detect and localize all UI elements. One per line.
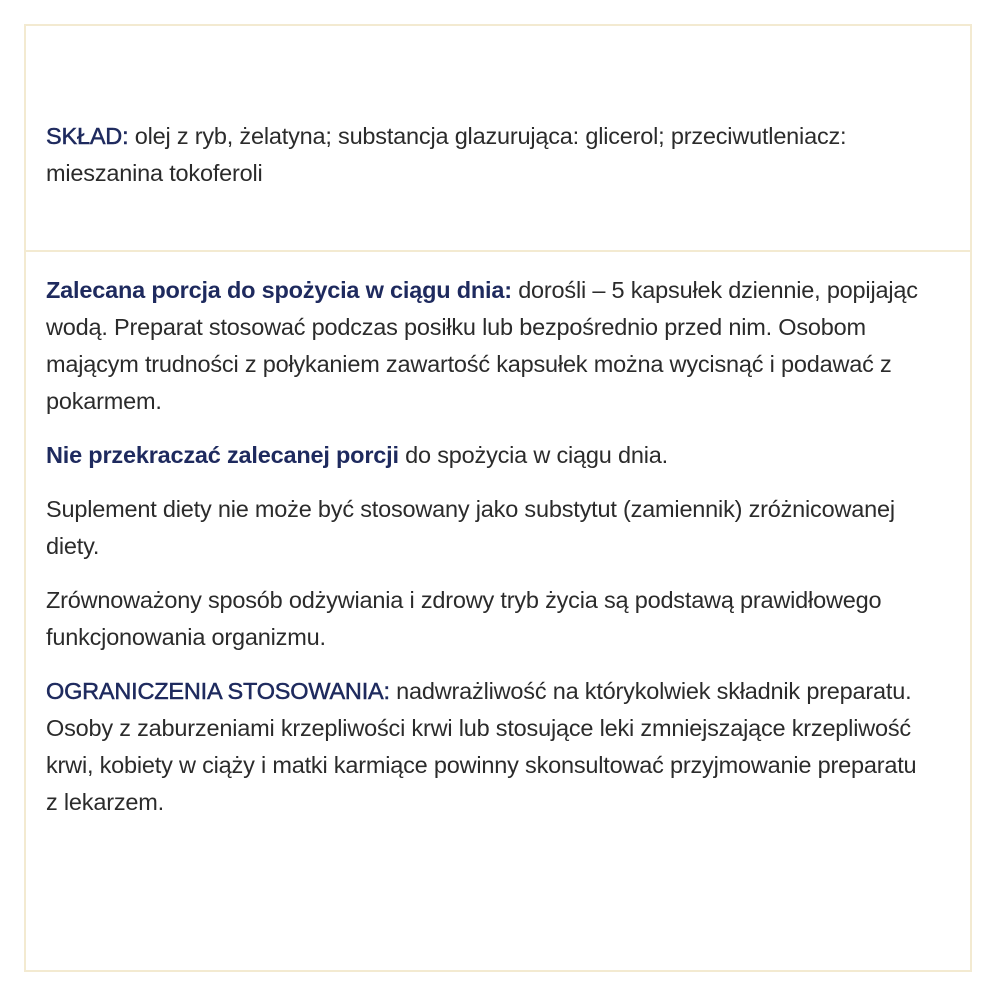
dosage-label: Zalecana porcja do spożycia w ciągu dnia: <box>46 277 512 303</box>
restrictions-text: nadwrażliwość na którykolwiek składnik preparatu. Osoby z zaburzeniami krzepliwości krwi lub stosujące leki zmniejszające krzepliwość krwi, kobiety w ciąży i matki karmiące powinny skonsultować przyjmowanie preparatu z lekarzem. <box>46 678 917 815</box>
ingredients-paragraph <box>46 118 906 192</box>
dosage-text: dorośli – 5 kapsułek dziennie, popijając wodą. Preparat stosować podczas posiłku lub bezpośrednio przed nim. Osobom mającym trudności z połykaniem zawartość kapsułek można wycisnąć i podawać z pokarmem. <box>46 277 918 414</box>
balanced-diet-paragraph: Zrównoważony sposób odżywiania i zdrowy tryb życia są podstawą prawidłowego funkcjonowania organizmu. <box>46 587 882 650</box>
no-exceed-paragraph <box>46 437 926 474</box>
restrictions-paragraph <box>46 673 926 821</box>
supplement-paragraph: Suplement diety nie może być stosowany jako substytut (zamiennik) zróżnicowanej diety. <box>46 496 895 559</box>
ingredients-label: SKŁAD: <box>46 123 129 149</box>
no-exceed-text: do spożycia w ciągu dnia. <box>398 442 668 468</box>
dosage-paragraph <box>46 272 926 420</box>
usage-section <box>46 272 926 821</box>
no-exceed-label: Nie przekraczać zalecanej porcji <box>46 442 399 468</box>
restrictions-label: OGRANICZENIA STOSOWANIA: <box>46 678 390 704</box>
ingredients-section <box>46 118 906 192</box>
ingredients-text: olej z ryb, żelatyna; substancja glazurująca: glicerol; przeciwutleniacz: mieszanina tokoferoli <box>46 123 847 186</box>
section-divider <box>26 250 970 252</box>
